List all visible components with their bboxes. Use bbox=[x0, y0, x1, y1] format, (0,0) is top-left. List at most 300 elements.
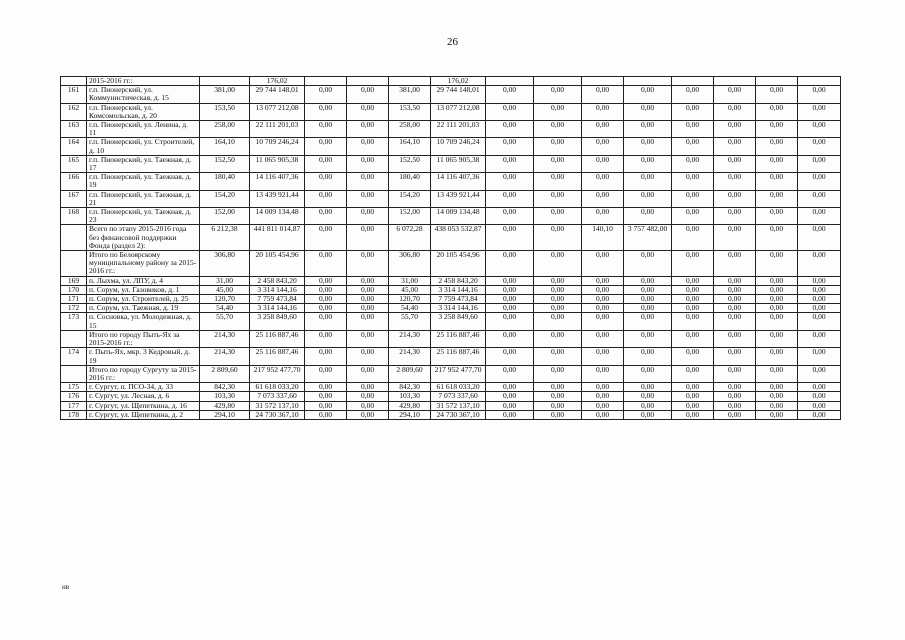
value-cell: 0,00 bbox=[582, 392, 624, 401]
value-cell: 0,00 bbox=[756, 138, 798, 155]
table-row bbox=[61, 410, 841, 419]
row-number: 173 bbox=[61, 313, 87, 330]
cost-cell: 61 618 033,20 bbox=[250, 383, 305, 392]
value-cell: 0,00 bbox=[486, 295, 534, 304]
value-cell: 0,00 bbox=[582, 86, 624, 103]
value-cell: 0,00 bbox=[756, 103, 798, 120]
value-cell bbox=[624, 77, 672, 86]
cost-cell: 7 073 337,60 bbox=[431, 392, 486, 401]
value-cell: 0,00 bbox=[624, 121, 672, 138]
value-cell: 0,00 bbox=[347, 285, 389, 294]
value-cell: 0,00 bbox=[798, 208, 841, 225]
value-cell: 0,00 bbox=[624, 330, 672, 347]
value-cell: 0,00 bbox=[756, 86, 798, 103]
value-cell: 0,00 bbox=[624, 304, 672, 313]
value-cell: 0,00 bbox=[347, 313, 389, 330]
value-cell: 0,00 bbox=[756, 383, 798, 392]
address-cell: г.п. Пионерский, ул. Коммунистическая, д. 15 bbox=[87, 86, 200, 103]
cost-cell: 29 744 148,01 bbox=[431, 86, 486, 103]
value-cell: 0,00 bbox=[672, 86, 714, 103]
area-cell: 214,30 bbox=[389, 348, 431, 365]
value-cell: 0,00 bbox=[798, 103, 841, 120]
value-cell: 0,00 bbox=[798, 348, 841, 365]
value-cell: 0,00 bbox=[582, 383, 624, 392]
housing-program-table bbox=[60, 76, 841, 420]
value-cell: 0,00 bbox=[798, 86, 841, 103]
value-cell: 0,00 bbox=[582, 330, 624, 347]
cost-cell: 14 009 134,48 bbox=[431, 208, 486, 225]
value-cell bbox=[798, 77, 841, 86]
value-cell: 0,00 bbox=[798, 225, 841, 251]
table-row bbox=[61, 77, 841, 86]
cost-cell: 31 572 137,10 bbox=[431, 401, 486, 410]
value-cell: 0,00 bbox=[486, 208, 534, 225]
value-cell: 0,00 bbox=[756, 251, 798, 277]
value-cell: 0,00 bbox=[624, 285, 672, 294]
value-cell: 0,00 bbox=[756, 401, 798, 410]
value-cell bbox=[347, 77, 389, 86]
cost-cell: 29 744 148,01 bbox=[250, 86, 305, 103]
area-cell: 2 809,60 bbox=[200, 365, 250, 382]
value-cell: 0,00 bbox=[347, 173, 389, 190]
area-cell: 842,30 bbox=[389, 383, 431, 392]
area-cell: 152,00 bbox=[200, 208, 250, 225]
area-cell: 214,30 bbox=[389, 330, 431, 347]
value-cell: 0,00 bbox=[798, 276, 841, 285]
value-cell: 0,00 bbox=[534, 251, 582, 277]
value-cell: 0,00 bbox=[582, 410, 624, 419]
value-cell: 0,00 bbox=[798, 155, 841, 172]
cost-cell: 438 053 532,87 bbox=[431, 225, 486, 251]
value-cell: 0,00 bbox=[624, 392, 672, 401]
value-cell: 0,00 bbox=[582, 190, 624, 207]
address-cell: г. Пыть-Ях, мкр. 3 Кедровый, д. 19 bbox=[87, 348, 200, 365]
table-row bbox=[61, 208, 841, 225]
value-cell: 0,00 bbox=[714, 285, 756, 294]
value-cell: 0,00 bbox=[714, 86, 756, 103]
value-cell: 0,00 bbox=[582, 155, 624, 172]
table-row bbox=[61, 138, 841, 155]
value-cell: 0,00 bbox=[534, 190, 582, 207]
value-cell: 0,00 bbox=[347, 103, 389, 120]
row-number bbox=[61, 365, 87, 382]
area-cell: 31,00 bbox=[200, 276, 250, 285]
value-cell: 0,00 bbox=[624, 276, 672, 285]
value-cell: 0,00 bbox=[305, 365, 347, 382]
value-cell: 0,00 bbox=[534, 173, 582, 190]
address-cell: г. Сургут, ул. Щепеткина, д. 16 bbox=[87, 401, 200, 410]
value-cell: 0,00 bbox=[347, 295, 389, 304]
value-cell: 0,00 bbox=[347, 225, 389, 251]
value-cell: 0,00 bbox=[347, 138, 389, 155]
address-cell: Итого по Белоярскому муниципальному району за 2015-2016 гг.: bbox=[87, 251, 200, 277]
value-cell: 3 757 482,00 bbox=[624, 225, 672, 251]
value-cell: 0,00 bbox=[714, 295, 756, 304]
value-cell: 0,00 bbox=[756, 365, 798, 382]
table-row bbox=[61, 392, 841, 401]
value-cell: 0,00 bbox=[534, 208, 582, 225]
value-cell: 0,00 bbox=[672, 103, 714, 120]
cost-cell: 14 116 407,36 bbox=[431, 173, 486, 190]
value-cell: 0,00 bbox=[624, 86, 672, 103]
value-cell: 0,00 bbox=[347, 86, 389, 103]
value-cell: 0,00 bbox=[534, 348, 582, 365]
row-number: 176 bbox=[61, 392, 87, 401]
address-cell: п. Сосновка, ул. Молодежная, д. 15 bbox=[87, 313, 200, 330]
value-cell: 0,00 bbox=[534, 383, 582, 392]
cost-cell: 3 314 144,16 bbox=[431, 304, 486, 313]
value-cell: 0,00 bbox=[714, 103, 756, 120]
row-number: 170 bbox=[61, 285, 87, 294]
cost-cell: 61 618 033,20 bbox=[431, 383, 486, 392]
value-cell: 0,00 bbox=[624, 295, 672, 304]
area-cell: 120,70 bbox=[389, 295, 431, 304]
value-cell: 0,00 bbox=[624, 138, 672, 155]
cost-cell: 217 952 477,70 bbox=[431, 365, 486, 382]
value-cell: 0,00 bbox=[534, 276, 582, 285]
area-cell: 2 809,60 bbox=[389, 365, 431, 382]
area-cell bbox=[389, 77, 431, 86]
address-cell: Итого по городу Пыть-Ях за 2015-2016 гг.: bbox=[87, 330, 200, 347]
value-cell: 0,00 bbox=[798, 365, 841, 382]
value-cell: 0,00 bbox=[672, 410, 714, 419]
value-cell: 0,00 bbox=[534, 121, 582, 138]
value-cell: 0,00 bbox=[624, 155, 672, 172]
value-cell: 0,00 bbox=[672, 285, 714, 294]
address-cell: п. Сорум, ул. Таежная, д. 19 bbox=[87, 304, 200, 313]
value-cell: 0,00 bbox=[672, 225, 714, 251]
cost-cell: 14 116 407,36 bbox=[250, 173, 305, 190]
value-cell: 0,00 bbox=[798, 295, 841, 304]
address-cell: п. Сорум, ул. Газовиков, д. 1 bbox=[87, 285, 200, 294]
area-cell: 153,50 bbox=[200, 103, 250, 120]
value-cell: 0,00 bbox=[582, 313, 624, 330]
cost-cell: 24 730 367,10 bbox=[431, 410, 486, 419]
value-cell: 0,00 bbox=[714, 348, 756, 365]
address-cell: г. Сургут, п. ПСО-34, д. 33 bbox=[87, 383, 200, 392]
value-cell: 0,00 bbox=[624, 173, 672, 190]
row-number: 177 bbox=[61, 401, 87, 410]
value-cell: 0,00 bbox=[714, 173, 756, 190]
value-cell: 0,00 bbox=[756, 348, 798, 365]
value-cell: 0,00 bbox=[672, 190, 714, 207]
value-cell: 0,00 bbox=[347, 190, 389, 207]
area-cell: 381,00 bbox=[389, 86, 431, 103]
value-cell: 0,00 bbox=[672, 276, 714, 285]
value-cell: 0,00 bbox=[305, 304, 347, 313]
value-cell: 0,00 bbox=[582, 208, 624, 225]
address-cell: г.п. Пионерский, ул. Ленина, д. 11 bbox=[87, 121, 200, 138]
value-cell: 0,00 bbox=[756, 285, 798, 294]
value-cell: 0,00 bbox=[582, 365, 624, 382]
area-cell: 54,40 bbox=[389, 304, 431, 313]
area-cell: 180,40 bbox=[389, 173, 431, 190]
cost-cell: 2 458 843,20 bbox=[431, 276, 486, 285]
row-number: 172 bbox=[61, 304, 87, 313]
value-cell: 0,00 bbox=[347, 401, 389, 410]
area-cell: 6 212,38 bbox=[200, 225, 250, 251]
value-cell bbox=[534, 77, 582, 86]
value-cell: 0,00 bbox=[347, 251, 389, 277]
value-cell: 0,00 bbox=[486, 383, 534, 392]
value-cell: 0,00 bbox=[798, 121, 841, 138]
table-body bbox=[61, 77, 841, 420]
value-cell: 0,00 bbox=[798, 304, 841, 313]
value-cell: 0,00 bbox=[798, 285, 841, 294]
value-cell: 0,00 bbox=[582, 103, 624, 120]
value-cell: 0,00 bbox=[486, 225, 534, 251]
value-cell: 0,00 bbox=[305, 295, 347, 304]
value-cell: 0,00 bbox=[714, 190, 756, 207]
address-cell: Итого по городу Сургуту за 2015-2016 гг.: bbox=[87, 365, 200, 382]
value-cell: 0,00 bbox=[305, 103, 347, 120]
value-cell: 0,00 bbox=[672, 251, 714, 277]
value-cell: 0,00 bbox=[486, 304, 534, 313]
area-cell: 152,50 bbox=[200, 155, 250, 172]
value-cell: 0,00 bbox=[624, 365, 672, 382]
value-cell: 0,00 bbox=[582, 173, 624, 190]
value-cell: 0,00 bbox=[624, 313, 672, 330]
cost-cell: 13 439 921,44 bbox=[250, 190, 305, 207]
value-cell: 0,00 bbox=[486, 392, 534, 401]
value-cell: 0,00 bbox=[798, 330, 841, 347]
value-cell: 0,00 bbox=[624, 251, 672, 277]
value-cell: 0,00 bbox=[756, 410, 798, 419]
area-cell: 214,30 bbox=[200, 348, 250, 365]
value-cell: 0,00 bbox=[582, 295, 624, 304]
value-cell: 0,00 bbox=[486, 173, 534, 190]
value-cell: 0,00 bbox=[756, 208, 798, 225]
row-number: 175 bbox=[61, 383, 87, 392]
value-cell: 0,00 bbox=[534, 155, 582, 172]
value-cell: 0,00 bbox=[672, 365, 714, 382]
area-cell: 153,50 bbox=[389, 103, 431, 120]
cost-cell: 31 572 137,10 bbox=[250, 401, 305, 410]
area-cell: 31,00 bbox=[389, 276, 431, 285]
area-cell: 164,10 bbox=[200, 138, 250, 155]
value-cell: 0,00 bbox=[798, 392, 841, 401]
area-cell: 294,10 bbox=[389, 410, 431, 419]
value-cell: 0,00 bbox=[672, 313, 714, 330]
value-cell: 0,00 bbox=[534, 410, 582, 419]
row-number: 169 bbox=[61, 276, 87, 285]
row-number: 162 bbox=[61, 103, 87, 120]
cost-cell: 24 730 367,10 bbox=[250, 410, 305, 419]
address-cell: г.п. Пионерский, ул. Таежная, д. 23 bbox=[87, 208, 200, 225]
value-cell: 0,00 bbox=[582, 304, 624, 313]
area-cell: 381,00 bbox=[200, 86, 250, 103]
value-cell: 0,00 bbox=[672, 401, 714, 410]
area-cell: 55,70 bbox=[200, 313, 250, 330]
value-cell: 0,00 bbox=[672, 138, 714, 155]
value-cell: 0,00 bbox=[486, 121, 534, 138]
cost-cell: 3 314 144,16 bbox=[250, 304, 305, 313]
cost-cell: 7 759 473,84 bbox=[431, 295, 486, 304]
row-number: 174 bbox=[61, 348, 87, 365]
area-cell: 164,10 bbox=[389, 138, 431, 155]
cost-cell: 22 111 201,03 bbox=[431, 121, 486, 138]
value-cell: 0,00 bbox=[798, 313, 841, 330]
value-cell: 0,00 bbox=[534, 365, 582, 382]
value-cell: 0,00 bbox=[305, 225, 347, 251]
area-cell: 45,00 bbox=[389, 285, 431, 294]
value-cell: 0,00 bbox=[624, 190, 672, 207]
value-cell: 0,00 bbox=[714, 392, 756, 401]
address-cell: г. Сургут, ул. Щепеткина, д. 2 bbox=[87, 410, 200, 419]
value-cell: 0,00 bbox=[305, 285, 347, 294]
area-cell: 54,40 bbox=[200, 304, 250, 313]
cost-cell: 3 258 849,60 bbox=[250, 313, 305, 330]
value-cell: 0,00 bbox=[534, 313, 582, 330]
value-cell: 0,00 bbox=[798, 401, 841, 410]
value-cell: 0,00 bbox=[347, 365, 389, 382]
value-cell: 0,00 bbox=[714, 313, 756, 330]
cost-cell: 2 458 843,20 bbox=[250, 276, 305, 285]
value-cell: 0,00 bbox=[672, 348, 714, 365]
cost-cell: 3 258 849,60 bbox=[431, 313, 486, 330]
value-cell: 0,00 bbox=[672, 330, 714, 347]
value-cell: 0,00 bbox=[305, 313, 347, 330]
row-number: 167 bbox=[61, 190, 87, 207]
table-row bbox=[61, 330, 841, 347]
value-cell: 0,00 bbox=[624, 383, 672, 392]
row-number: 161 bbox=[61, 86, 87, 103]
value-cell: 0,00 bbox=[486, 313, 534, 330]
cost-cell: 441 811 014,87 bbox=[250, 225, 305, 251]
address-cell: п. Лыхма, ул. ЛПУ, д. 4 bbox=[87, 276, 200, 285]
cost-cell: 13 077 212,08 bbox=[431, 103, 486, 120]
table-row bbox=[61, 173, 841, 190]
area-cell: 103,30 bbox=[200, 392, 250, 401]
value-cell: 0,00 bbox=[756, 295, 798, 304]
value-cell: 0,00 bbox=[347, 121, 389, 138]
value-cell: 0,00 bbox=[756, 392, 798, 401]
row-number: 178 bbox=[61, 410, 87, 419]
value-cell: 0,00 bbox=[305, 208, 347, 225]
value-cell: 0,00 bbox=[534, 401, 582, 410]
value-cell: 0,00 bbox=[798, 410, 841, 419]
area-cell: 306,80 bbox=[389, 251, 431, 277]
value-cell: 0,00 bbox=[305, 155, 347, 172]
value-cell: 0,00 bbox=[798, 138, 841, 155]
table-row bbox=[61, 285, 841, 294]
value-cell: 0,00 bbox=[756, 121, 798, 138]
value-cell: 0,00 bbox=[305, 251, 347, 277]
area-cell: 45,00 bbox=[200, 285, 250, 294]
value-cell: 0,00 bbox=[756, 225, 798, 251]
address-cell: г.п. Пионерский, ул. Таежная, д. 17 bbox=[87, 155, 200, 172]
area-cell: 152,00 bbox=[389, 208, 431, 225]
row-number: 168 bbox=[61, 208, 87, 225]
value-cell: 0,00 bbox=[582, 285, 624, 294]
area-cell: 180,40 bbox=[200, 173, 250, 190]
table-row bbox=[61, 401, 841, 410]
value-cell: 0,00 bbox=[305, 86, 347, 103]
value-cell: 0,00 bbox=[305, 392, 347, 401]
value-cell: 0,00 bbox=[714, 225, 756, 251]
value-cell: 0,00 bbox=[798, 173, 841, 190]
value-cell: 0,00 bbox=[347, 383, 389, 392]
area-cell: 294,10 bbox=[200, 410, 250, 419]
value-cell: 0,00 bbox=[714, 251, 756, 277]
footer-mark: нв bbox=[62, 583, 70, 591]
area-cell: 258,00 bbox=[200, 121, 250, 138]
value-cell: 0,00 bbox=[486, 365, 534, 382]
cost-cell: 10 709 246,24 bbox=[431, 138, 486, 155]
value-cell: 0,00 bbox=[714, 208, 756, 225]
value-cell: 0,00 bbox=[624, 208, 672, 225]
cost-cell: 176,02 bbox=[250, 77, 305, 86]
row-number bbox=[61, 330, 87, 347]
value-cell: 0,00 bbox=[798, 190, 841, 207]
value-cell: 0,00 bbox=[672, 208, 714, 225]
value-cell: 0,00 bbox=[672, 121, 714, 138]
value-cell: 0,00 bbox=[714, 410, 756, 419]
address-cell: г.п. Пионерский, ул. Таежная, д. 21 bbox=[87, 190, 200, 207]
value-cell: 0,00 bbox=[714, 276, 756, 285]
value-cell: 0,00 bbox=[347, 304, 389, 313]
area-cell: 55,70 bbox=[389, 313, 431, 330]
area-cell: 429,80 bbox=[200, 401, 250, 410]
table-row bbox=[61, 86, 841, 103]
table-row bbox=[61, 348, 841, 365]
value-cell: 0,00 bbox=[714, 383, 756, 392]
row-number: 164 bbox=[61, 138, 87, 155]
address-cell: 2015-2016 гг.: bbox=[87, 77, 200, 86]
value-cell: 0,00 bbox=[582, 121, 624, 138]
value-cell: 0,00 bbox=[798, 251, 841, 277]
value-cell: 0,00 bbox=[756, 304, 798, 313]
value-cell: 0,00 bbox=[534, 138, 582, 155]
value-cell: 0,00 bbox=[534, 103, 582, 120]
value-cell: 0,00 bbox=[347, 410, 389, 419]
value-cell: 0,00 bbox=[672, 155, 714, 172]
address-cell: Всего по этапу 2015-2016 года без финансовой поддержки Фонда (раздел 2): bbox=[87, 225, 200, 251]
value-cell: 0,00 bbox=[305, 401, 347, 410]
area-cell: 154,20 bbox=[389, 190, 431, 207]
value-cell: 140,10 bbox=[582, 225, 624, 251]
cost-cell: 20 105 454,96 bbox=[250, 251, 305, 277]
table-row bbox=[61, 365, 841, 382]
value-cell: 0,00 bbox=[714, 138, 756, 155]
address-cell: г.п. Пионерский, ул. Комсомольская, д. 20 bbox=[87, 103, 200, 120]
area-cell: 152,50 bbox=[389, 155, 431, 172]
value-cell: 0,00 bbox=[756, 173, 798, 190]
value-cell: 0,00 bbox=[582, 276, 624, 285]
value-cell: 0,00 bbox=[714, 304, 756, 313]
cost-cell: 25 116 887,46 bbox=[431, 348, 486, 365]
value-cell: 0,00 bbox=[305, 276, 347, 285]
value-cell: 0,00 bbox=[534, 86, 582, 103]
row-number bbox=[61, 251, 87, 277]
cost-cell: 11 065 905,38 bbox=[431, 155, 486, 172]
value-cell: 0,00 bbox=[534, 330, 582, 347]
table-row bbox=[61, 190, 841, 207]
area-cell: 214,30 bbox=[200, 330, 250, 347]
value-cell: 0,00 bbox=[798, 383, 841, 392]
row-number: 171 bbox=[61, 295, 87, 304]
cost-cell: 25 116 887,46 bbox=[250, 348, 305, 365]
value-cell: 0,00 bbox=[486, 103, 534, 120]
value-cell: 0,00 bbox=[486, 251, 534, 277]
value-cell: 0,00 bbox=[672, 295, 714, 304]
address-cell: г. Сургут, ул. Лесная, д. 6 bbox=[87, 392, 200, 401]
area-cell: 258,00 bbox=[389, 121, 431, 138]
table-row bbox=[61, 295, 841, 304]
value-cell: 0,00 bbox=[347, 348, 389, 365]
value-cell: 0,00 bbox=[714, 155, 756, 172]
value-cell: 0,00 bbox=[756, 313, 798, 330]
